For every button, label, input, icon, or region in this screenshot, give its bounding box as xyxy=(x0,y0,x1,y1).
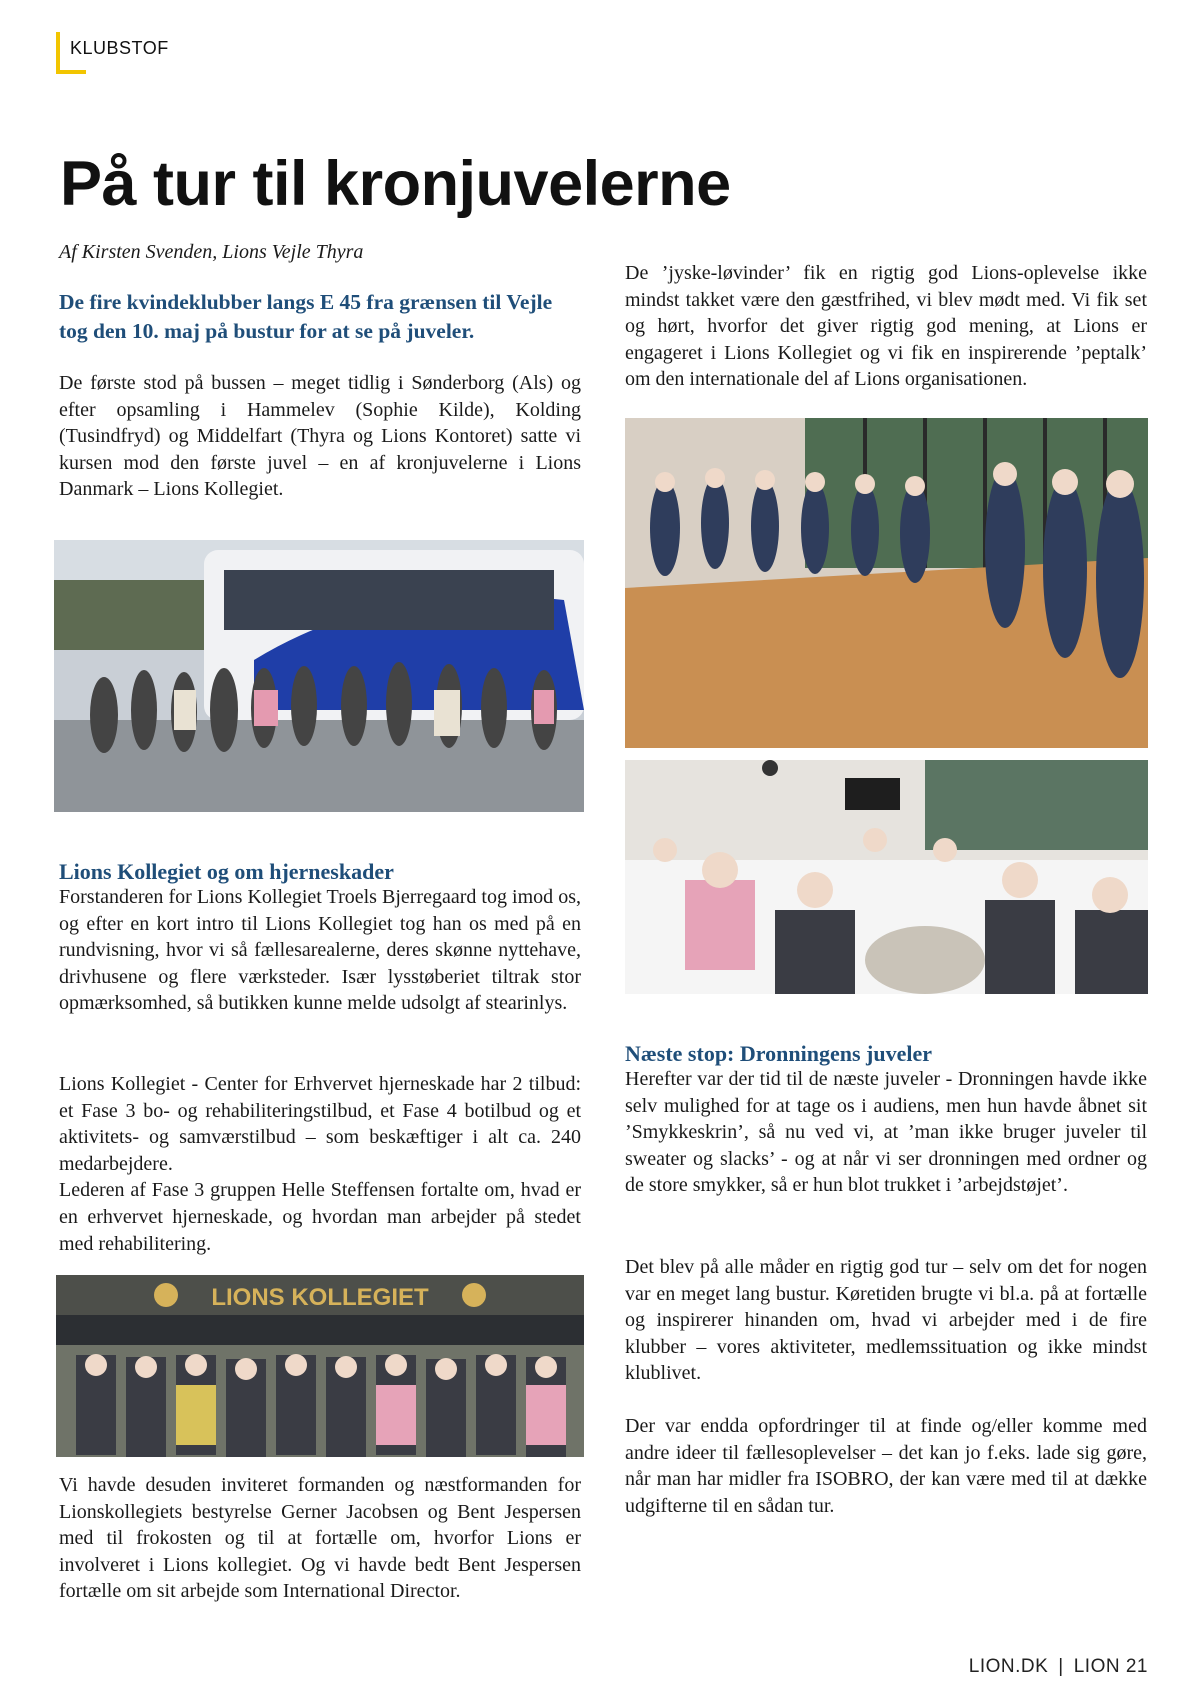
p2-block xyxy=(59,1071,581,1257)
paragraph-1: Forstanderen for Lions Kollegiet Troels Bjerregaard tog imod os, og efter en kort intro til Lions Kollegiet tog han os med på en rundvisning, hvor vi så fællesarealerne, deres skønne nyttehave, drivhusene og flere værksteder. Især lysstøberiet tiltrak stor opmærksomhed, så butikken kunne melde udsolgt af stearinlys. xyxy=(59,886,581,1015)
byline-block xyxy=(59,239,581,266)
p1-block xyxy=(59,884,581,1017)
footer-site: LION.DK xyxy=(968,1656,1049,1677)
photo-group-lions-kollegiet xyxy=(56,1275,584,1457)
footer-separator: | xyxy=(1058,1656,1064,1677)
lede: De fire kvindeklubber langs E 45 fra grænsen til Vejle tog den 10. maj på bustur for at se på juveler. xyxy=(59,290,553,343)
heading1-block xyxy=(59,858,581,886)
article-title: På tur til kronjuvelerne xyxy=(60,149,731,219)
page-footer xyxy=(969,1656,1148,1678)
intro-paragraph: De første stod på bussen – meget tidlig i Sønderborg (Als) og efter opsamling i Hammelev (Sophie Kilde), Kolding (Tusindfryd) og Middelfart (Thyra og Lions Kontoret) satte vi kursen mod den første juvel – en af kronjuvelerne i Lions Danmark – Lions Kollegiet. xyxy=(59,372,581,501)
p8-block xyxy=(625,1413,1147,1519)
section-tag xyxy=(56,32,176,72)
paragraph-5: De ’jyske-løvinder’ fik en rigtig god Lions-oplevelse ikke mindst takket være den gæstfrihed, vi blev mødt med. Vi fik set og hørt, hvorfor det giver rigtig god mening, at Lions er engageret i Lions Kollegiet og vi fik en inspirerende ’peptalk’ om den internationale del af Lions organisationen. xyxy=(625,262,1147,391)
heading2-block xyxy=(625,1040,1147,1068)
p4-block xyxy=(59,1472,581,1605)
paragraph-8: Der var endda opfordringer til at finde og/eller komme med andre ideer til fællesoplevelser – det kan jo f.eks. lade sig gøre, når man har midler fra ISOBRO, der kan være med til at dække udgifterne til en sådan tur. xyxy=(625,1415,1147,1517)
footer-page: LION 21 xyxy=(1073,1656,1148,1677)
paragraph-4: Vi havde desuden inviteret formanden og næstformanden for Lionskollegiets bestyrelse Gerner Jacobsen og Bent Jespersen med til frokosten og til at fortælle om, hvorfor Lions er involveret i Lions kollegiet. Og vi havde bedt Bent Jespersen fortælle om sit arbejde som International Director. xyxy=(59,1474,581,1603)
heading-dronningens-juveler: Næste stop: Dronningens juveler xyxy=(625,1041,932,1066)
byline: Af Kirsten Svenden, Lions Vejle Thyra xyxy=(59,241,364,263)
paragraph-2: Lions Kollegiet - Center for Erhvervet hjerneskade har 2 tilbud: et Fase 3 bo- og rehabiliteringstilbud, et Fase 4 botilbud og et aktivitets- og samværstilbud – som beskæftiger i alt ca. 240 medarbejdere. xyxy=(59,1073,581,1175)
p7-block xyxy=(625,1254,1147,1387)
sign-lions-kollegiet: LIONS KOLLEGIET xyxy=(211,1284,429,1311)
lede-block xyxy=(59,288,581,346)
paragraph-6: Herefter var der tid til de næste juveler - Dronningen havde ikke selv mulighed for at tage os i audiens, men hun havde åbnet sit ’Smykkeskrin’, så nu ved vi, at ’man ikke bruger juveler til sweater og slacks’ - og at når vi ser dronningen med ordner og de store smykker, så er hun blot trukket i ’arbejdstøjet’. xyxy=(625,1068,1147,1197)
intro-block xyxy=(59,370,581,503)
section-label: KLUBSTOF xyxy=(70,38,169,58)
photo-tour-room xyxy=(625,418,1148,748)
p5-block xyxy=(625,260,1147,393)
heading-lions-kollegiet: Lions Kollegiet og om hjerneskader xyxy=(59,859,394,884)
photo-lunch xyxy=(625,760,1148,994)
paragraph-3: Lederen af Fase 3 gruppen Helle Steffensen fortalte om, hvad er en erhvervet hjerneskade, og hvordan man arbejder på stedet med rehabilitering. xyxy=(59,1179,581,1255)
photo-bus-group xyxy=(54,540,584,812)
p6-block xyxy=(625,1066,1147,1199)
paragraph-7: Det blev på alle måder en rigtig god tur – selv om det for nogen var en meget lang bustur. Køretiden brugte vi bl.a. på at fortælle og inspirerer hinanden om, hvad vi arbejder med i de fire klubber – vores aktiviteter, medlemssituation og ikke mindst klublivet. xyxy=(625,1256,1147,1385)
